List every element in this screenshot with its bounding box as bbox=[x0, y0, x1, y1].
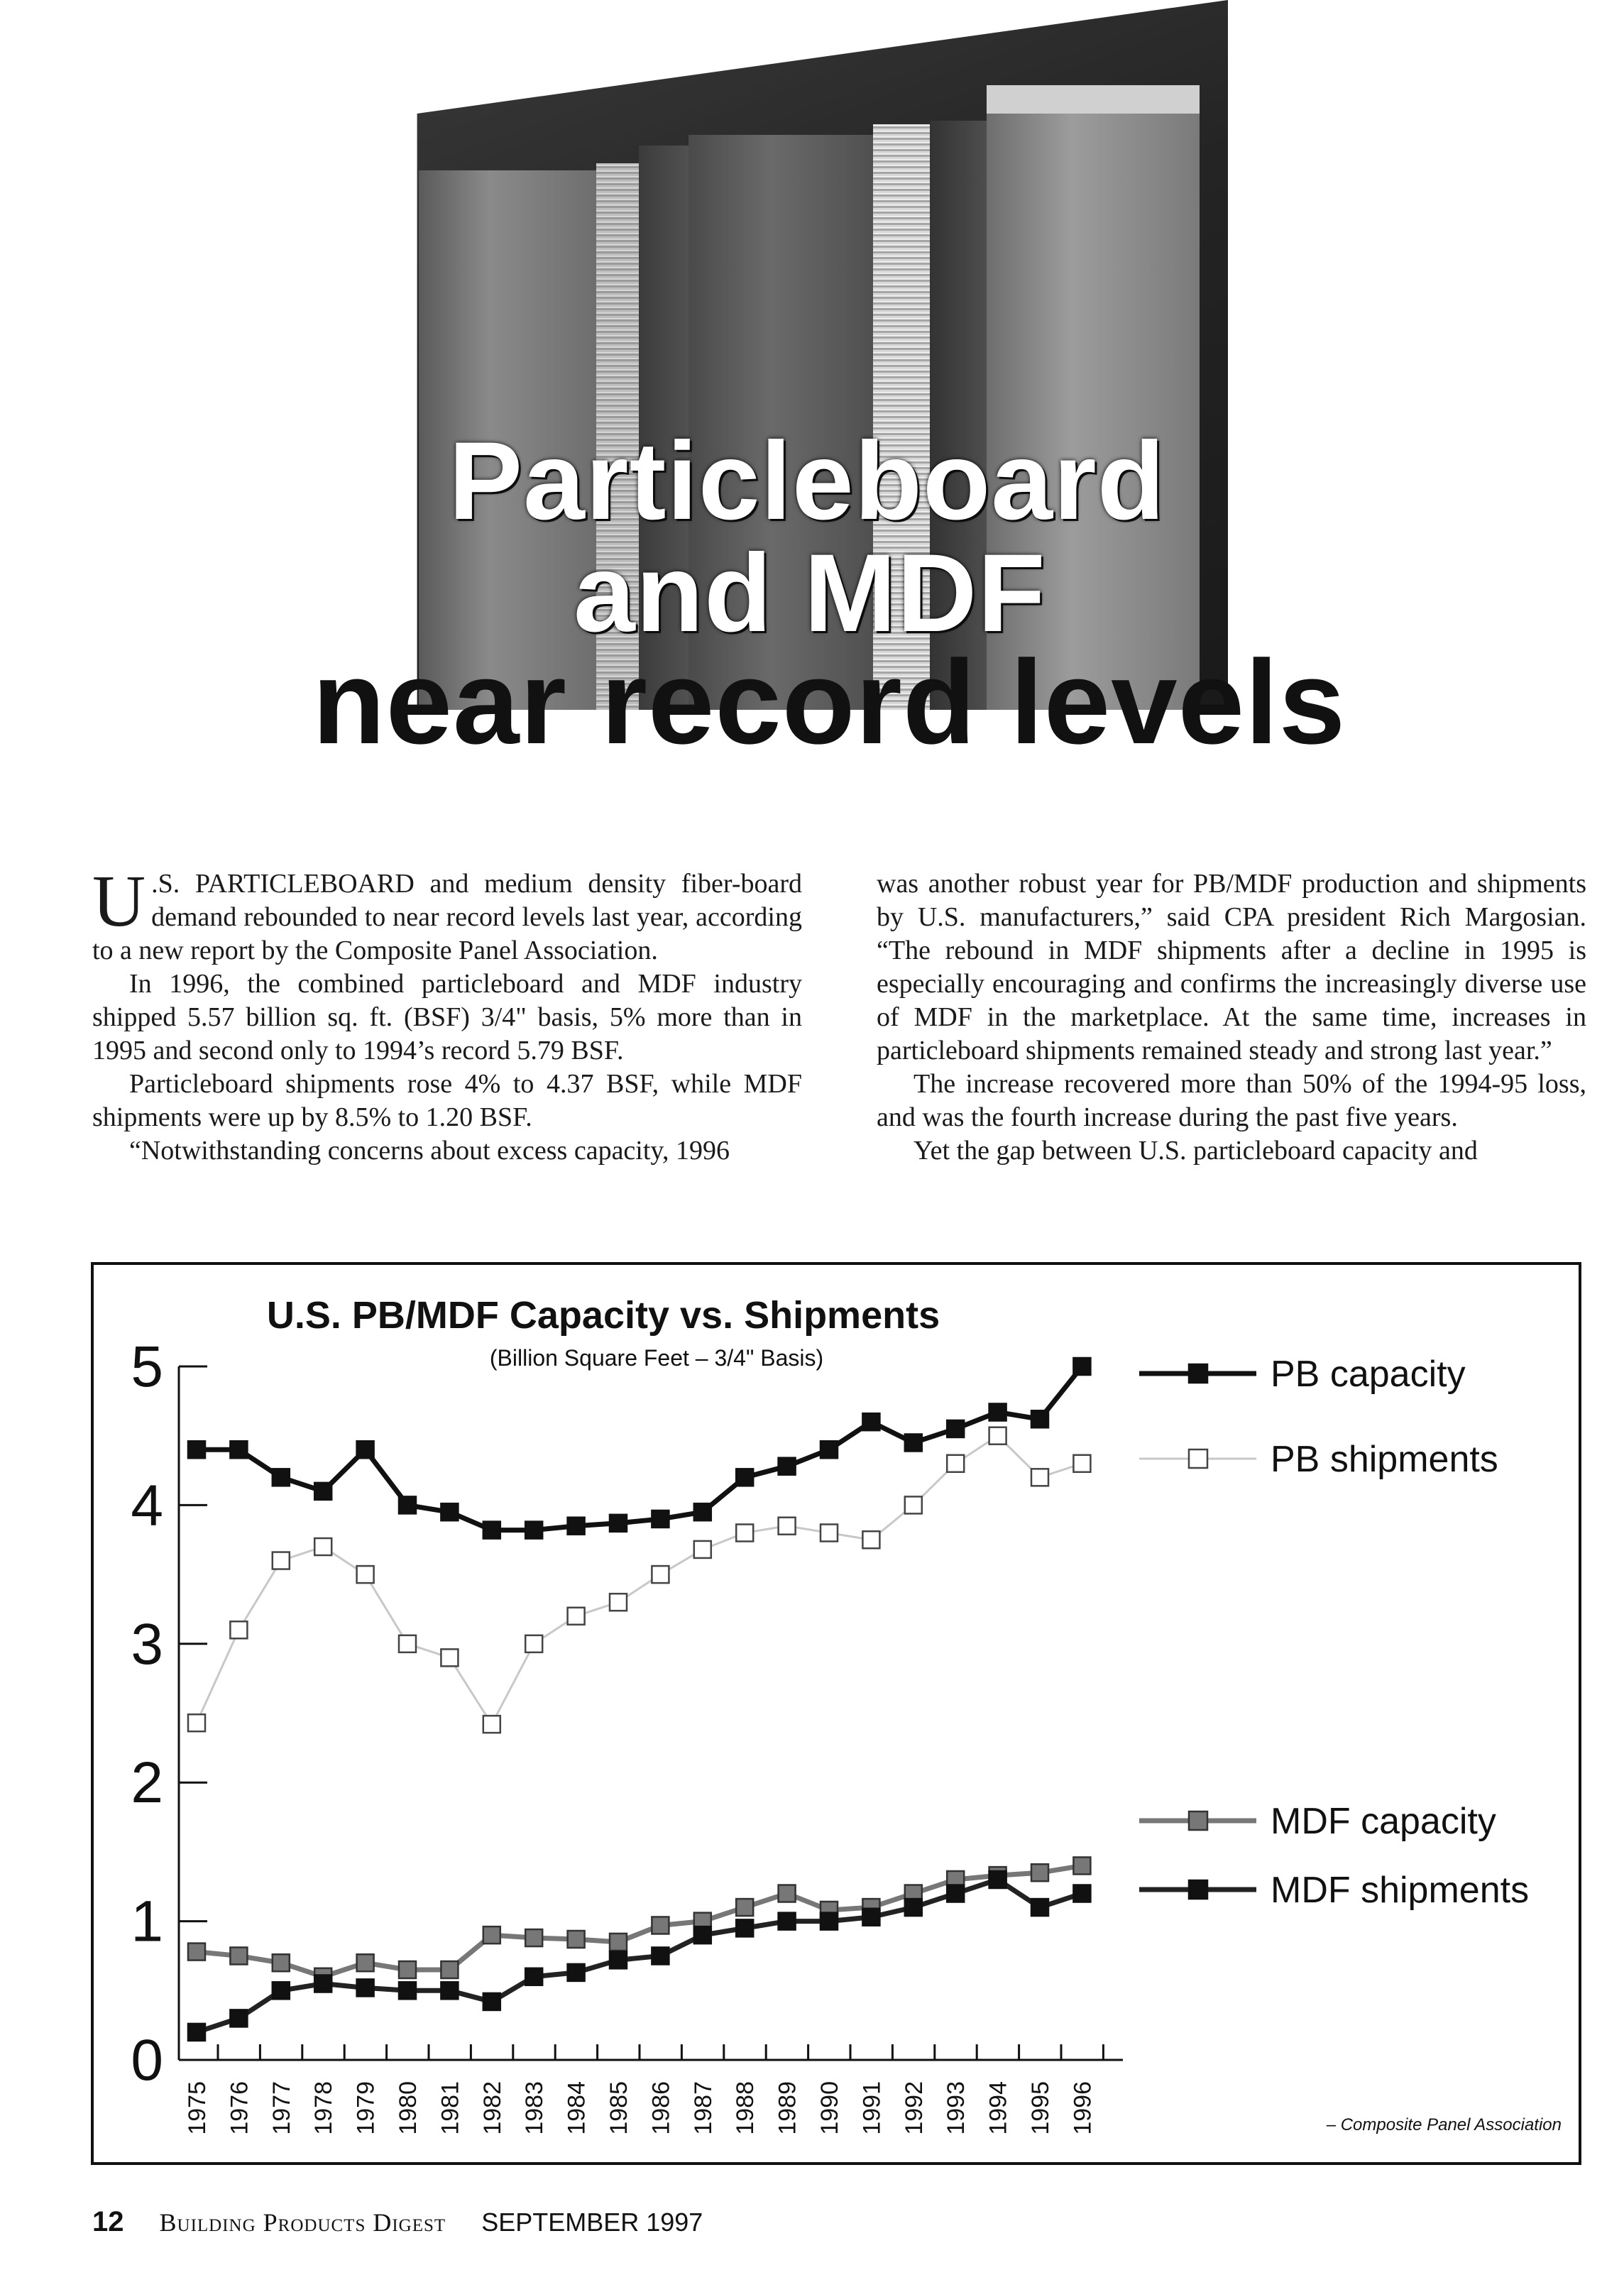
x-tick-label: 1992 bbox=[900, 2081, 928, 2135]
data-point bbox=[694, 1503, 711, 1520]
page-footer bbox=[92, 2206, 703, 2238]
legend-label: MDF capacity bbox=[1271, 1801, 1496, 1842]
data-point bbox=[230, 1441, 247, 1458]
data-point bbox=[399, 1982, 416, 1999]
paragraph: was another robust year for PB/MDF production and shipments by U.S. manufacturers,” said CPA president Rich Margosian. “The rebound in MDF shipments after a decline in 1995 is especially encouraging and confirms the increasingly diverse use of MDF in the marketplace. At the same time, increases in particleboard shipments remained steady and strong last year.” bbox=[877, 869, 1586, 1065]
data-point bbox=[694, 1541, 711, 1558]
headline-line-3: near record levels bbox=[312, 635, 1346, 769]
data-point bbox=[568, 1518, 585, 1535]
data-point bbox=[357, 1441, 374, 1458]
data-point bbox=[779, 1458, 796, 1475]
data-point bbox=[273, 1552, 290, 1569]
data-point bbox=[989, 1403, 1006, 1420]
data-point bbox=[188, 1944, 205, 1961]
data-point bbox=[947, 1885, 964, 1902]
data-point bbox=[483, 1993, 500, 2010]
data-point bbox=[779, 1913, 796, 1930]
data-point bbox=[399, 1961, 416, 1978]
data-point bbox=[525, 1522, 542, 1539]
data-point bbox=[821, 1441, 838, 1458]
y-tick-label: 2 bbox=[131, 1750, 163, 1816]
x-tick-label: 1995 bbox=[1027, 2081, 1054, 2135]
data-point bbox=[862, 1413, 879, 1430]
data-point bbox=[905, 1496, 922, 1513]
data-point bbox=[230, 1947, 247, 1964]
data-point bbox=[736, 1524, 753, 1541]
data-point bbox=[1073, 1857, 1090, 1874]
x-tick-label: 1994 bbox=[984, 2081, 1012, 2135]
data-point bbox=[357, 1979, 374, 1996]
x-tick-label: 1975 bbox=[184, 2081, 211, 2135]
data-point bbox=[314, 1538, 331, 1555]
data-point bbox=[357, 1566, 374, 1583]
x-tick-label: 1991 bbox=[858, 2081, 886, 2135]
x-tick-label: 1977 bbox=[268, 2081, 295, 2135]
data-point bbox=[483, 1716, 500, 1733]
data-point bbox=[652, 1917, 669, 1934]
data-point bbox=[652, 1566, 669, 1583]
data-point bbox=[525, 1929, 542, 1946]
legend-label: PB capacity bbox=[1271, 1354, 1466, 1395]
series-line bbox=[197, 1366, 1082, 1530]
paragraph: The increase recovered more than 50% of the 1994-95 loss, and was the fourth increase during the past five years. bbox=[877, 1069, 1586, 1132]
y-tick-label: 3 bbox=[131, 1611, 163, 1677]
issue-date: SEPTEMBER 1997 bbox=[481, 2208, 703, 2237]
data-point bbox=[1031, 1864, 1048, 1881]
data-point bbox=[483, 1522, 500, 1539]
data-point bbox=[568, 1964, 585, 1981]
data-point bbox=[441, 1649, 458, 1666]
data-point bbox=[652, 1511, 669, 1528]
x-tick-label: 1993 bbox=[943, 2081, 970, 2135]
data-point bbox=[188, 1714, 205, 1731]
x-tick-label: 1982 bbox=[478, 2081, 506, 2135]
data-point bbox=[441, 1961, 458, 1978]
data-point bbox=[694, 1926, 711, 1944]
data-point bbox=[357, 1954, 374, 1971]
paragraph: Particleboard shipments rose 4% to 4.37 BSF, while MDF shipments were up by 8.5% to 1.20 BSF. bbox=[92, 1069, 802, 1132]
paragraph: Yet the gap between U.S. particleboard capacity and bbox=[914, 1136, 1478, 1166]
chart-title: U.S. PB/MDF Capacity vs. Shipments bbox=[266, 1294, 940, 1337]
data-point bbox=[1031, 1410, 1048, 1427]
chart-subtitle: (Billion Square Feet – 3/4" Basis) bbox=[489, 1345, 824, 1371]
legend-marker bbox=[1189, 1811, 1207, 1830]
data-point bbox=[273, 1982, 290, 1999]
data-point bbox=[821, 1524, 838, 1541]
y-tick-label: 5 bbox=[131, 1334, 163, 1399]
legend-marker bbox=[1189, 1449, 1207, 1468]
headline-line-2: and MDF bbox=[574, 532, 1046, 655]
drop-cap: U bbox=[92, 860, 146, 942]
x-tick-label: 1989 bbox=[774, 2081, 801, 2135]
data-point bbox=[230, 1621, 247, 1638]
data-point bbox=[779, 1885, 796, 1902]
y-tick-label: 0 bbox=[131, 2028, 163, 2093]
x-tick-label: 1985 bbox=[605, 2081, 632, 2135]
data-point bbox=[273, 1469, 290, 1486]
data-point bbox=[862, 1531, 879, 1548]
paragraph-text: .S. PARTICLEBOARD and medium density fiber-board demand rebounded to near record levels last year, according to a new report by the Composite Panel Association. bbox=[92, 869, 802, 965]
data-point bbox=[905, 1434, 922, 1451]
data-point bbox=[989, 1427, 1006, 1445]
data-point bbox=[314, 1975, 331, 1992]
x-tick-label: 1978 bbox=[310, 2081, 338, 2135]
data-point bbox=[399, 1635, 416, 1652]
data-point bbox=[610, 1934, 627, 1951]
data-point bbox=[525, 1635, 542, 1652]
x-tick-label: 1986 bbox=[647, 2081, 675, 2135]
data-point bbox=[736, 1899, 753, 1916]
x-tick-label: 1987 bbox=[689, 2081, 717, 2135]
legend-marker bbox=[1189, 1880, 1207, 1899]
data-point bbox=[314, 1483, 331, 1500]
x-tick-label: 1996 bbox=[1069, 2081, 1097, 2135]
x-tick-label: 1984 bbox=[563, 2081, 591, 2135]
data-point bbox=[947, 1455, 964, 1472]
data-point bbox=[568, 1931, 585, 1948]
legend-label: MDF shipments bbox=[1271, 1870, 1530, 1911]
x-tick-label: 1976 bbox=[226, 2081, 253, 2135]
data-point bbox=[905, 1899, 922, 1916]
x-tick-label: 1988 bbox=[732, 2081, 759, 2135]
data-point bbox=[652, 1947, 669, 1964]
data-point bbox=[779, 1518, 796, 1535]
data-point bbox=[1073, 1455, 1090, 1472]
data-point bbox=[568, 1608, 585, 1625]
x-tick-label: 1981 bbox=[437, 2081, 464, 2135]
x-tick-label: 1979 bbox=[352, 2081, 380, 2135]
x-tick-label: 1980 bbox=[395, 2081, 422, 2135]
data-point bbox=[399, 1496, 416, 1513]
data-point bbox=[947, 1420, 964, 1437]
publication-name: Building Products Digest bbox=[159, 2208, 446, 2237]
data-point bbox=[525, 1968, 542, 1985]
data-point bbox=[736, 1469, 753, 1486]
data-point bbox=[230, 2010, 247, 2027]
data-point bbox=[188, 1441, 205, 1458]
data-point bbox=[610, 1594, 627, 1611]
chart-source: – Composite Panel Association bbox=[1326, 2115, 1562, 2134]
x-tick-label: 1983 bbox=[521, 2081, 549, 2135]
data-point bbox=[862, 1909, 879, 1926]
data-point bbox=[188, 2024, 205, 2041]
headline-line-1: Particleboard bbox=[449, 420, 1166, 543]
y-tick-label: 1 bbox=[131, 1889, 163, 1954]
legend-label: PB shipments bbox=[1271, 1439, 1498, 1480]
paragraph: In 1996, the combined particleboard and MDF industry shipped 5.57 billion sq. ft. (BSF) 3/4" basis, 5% more than in 1995 and second only to 1994’s record 5.79 BSF. bbox=[92, 969, 802, 1065]
data-point bbox=[821, 1913, 838, 1930]
data-point bbox=[273, 1954, 290, 1971]
data-point bbox=[989, 1871, 1006, 1888]
data-point bbox=[441, 1503, 458, 1520]
paragraph: “Notwithstanding concerns about excess capacity, 1996 bbox=[129, 1136, 730, 1166]
y-tick-label: 4 bbox=[131, 1473, 163, 1538]
x-tick-label: 1990 bbox=[816, 2081, 843, 2135]
page-number: 12 bbox=[92, 2206, 124, 2237]
series-line bbox=[197, 1436, 1082, 1724]
data-point bbox=[441, 1982, 458, 1999]
data-point bbox=[1073, 1885, 1090, 1902]
data-point bbox=[736, 1919, 753, 1936]
data-point bbox=[483, 1926, 500, 1944]
data-point bbox=[610, 1515, 627, 1532]
data-point bbox=[610, 1951, 627, 1968]
data-point bbox=[1031, 1899, 1048, 1916]
data-point bbox=[1031, 1469, 1048, 1486]
